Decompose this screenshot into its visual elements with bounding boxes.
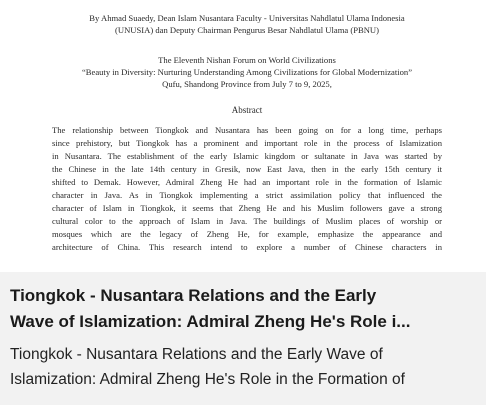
forum-line: The Eleventh Nishan Forum on World Civilizations [158, 55, 336, 65]
abstract-line: character of Islam in Tiongkok, it seems that Zheng He and his Muslim followers gave a strong [52, 203, 442, 213]
abstract-line: cultural color to the approach of Islam in Java. The buildings of Muslim places of worship or [52, 216, 442, 226]
abstract-line: shifted to Demak. However, Admiral Zheng He had an important role in the formation of Islamic [52, 177, 442, 187]
title-line: Tiongkok - Nusantara Relations and the Early [10, 286, 377, 305]
author-line: (UNUSIA) dan Deputy Chairman Pengurus Besar Nahdlatul Ulama (PBNU) [115, 25, 379, 35]
document-description [10, 342, 476, 392]
description-line: Tiongkok - Nusantara Relations and the Early Wave of [10, 346, 383, 363]
description-line: Islamization: Admiral Zheng He's Role in the Formation of [10, 371, 405, 388]
document-page [52, 8, 442, 254]
author-block [52, 12, 442, 36]
title-line: Wave of Islamization: Admiral Zheng He's Role i... [10, 312, 411, 331]
abstract-line: in Nusantara. The establishment of the early Islamic kingdom or sultanate in Java was started by [52, 151, 442, 161]
abstract-line: mosques which are the legacy of Zheng He, for example, emphasize the appearance and [52, 229, 442, 239]
forum-line: “Beauty in Diversity: Nurturing Understanding Among Civilizations for Global Modernization” [81, 67, 413, 77]
abstract-text [52, 124, 442, 254]
abstract-line: since prehistory, but Tiongkok has a prominent and important role in the process of Islamization [52, 138, 442, 148]
abstract-heading: Abstract [231, 105, 263, 115]
abstract-line: the Chinese in the late 14th century in Gresik, now East Java, then in the early 15th century it [52, 164, 442, 174]
abstract-line: architecture of China. This research intend to explore a number of Chinese characters in [52, 242, 442, 252]
abstract-line: character in Java. As in Tiongkok implementing a strict assimilation policy that influenced the [52, 190, 442, 200]
author-line: By Ahmad Suaedy, Dean Islam Nusantara Faculty - Universitas Nahdlatul Ulama Indonesia [89, 13, 405, 23]
caption-panel[interactable] [0, 272, 486, 405]
document-title-link[interactable] [10, 283, 476, 335]
forum-line: Qufu, Shandong Province from July 7 to 9, 2025, [162, 79, 332, 89]
forum-block [52, 54, 442, 90]
abstract-line: The relationship between Tiongkok and Nusantara has been going on for a long time, perhaps [52, 125, 442, 135]
